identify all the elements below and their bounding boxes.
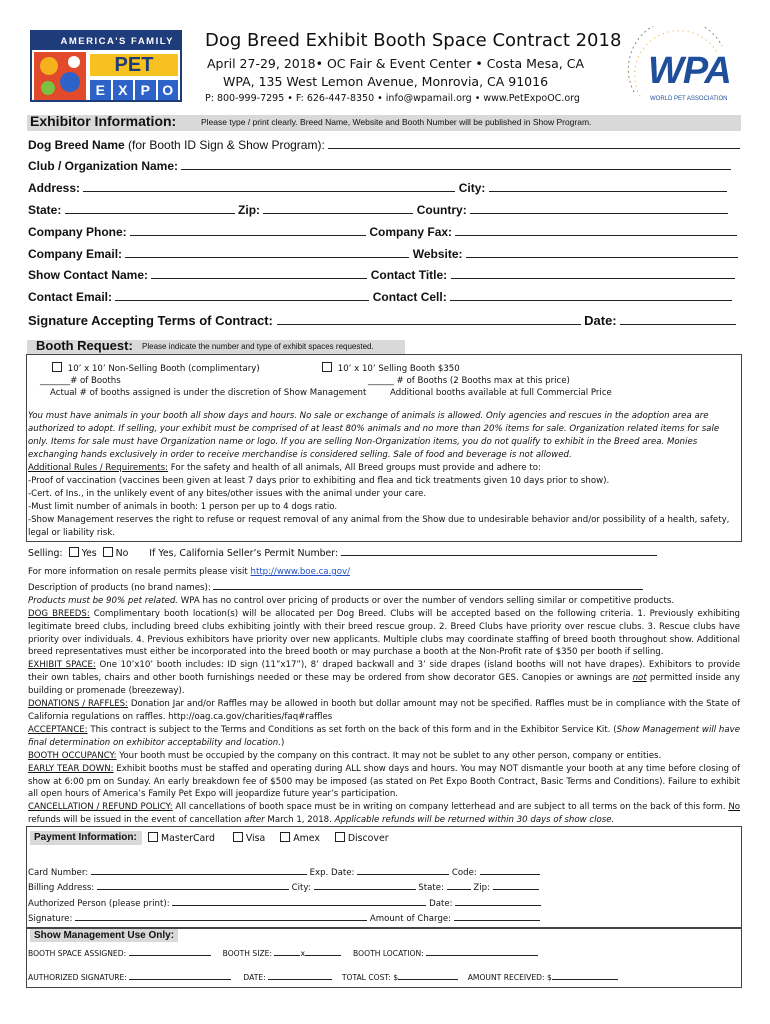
billing-city-label: City:: [291, 883, 311, 893]
selling-note: Additional booths available at full Commercial Price: [390, 388, 612, 398]
booth-heading: Booth Request:: [36, 338, 133, 353]
amount-received-line[interactable]: [552, 969, 618, 980]
fax-label: Company Fax:: [369, 225, 453, 239]
breed-name-field[interactable]: [28, 138, 740, 152]
card-type-options[interactable]: [148, 832, 389, 846]
exhibitor-heading: Exhibitor Information:: [30, 113, 177, 129]
zip-label: Zip:: [238, 203, 261, 217]
exp-line[interactable]: [357, 864, 449, 875]
products-row[interactable]: [28, 579, 740, 595]
payment-date-line[interactable]: [455, 895, 541, 906]
resale-info: For more information on resale permits please visit http://www.boe.ca.gov/: [28, 567, 351, 577]
additional-rules: [28, 462, 740, 539]
amex-label: Amex: [293, 833, 320, 844]
country-line[interactable]: [470, 203, 728, 214]
authorized-row[interactable]: [28, 895, 541, 911]
amount-line[interactable]: [454, 910, 540, 921]
contact-title-label: Contact Title:: [370, 268, 448, 282]
selling-count[interactable]: ______ # of Booths (2 Booths max at this price): [368, 376, 570, 386]
wpa-address: WPA, 135 West Lemon Avenue, Monrovia, CA 91016: [223, 74, 549, 89]
payment-date-label: Date:: [429, 899, 453, 909]
logo-expo-letter: X: [113, 80, 134, 100]
contact-email-field[interactable]: [28, 290, 732, 304]
rule-item: -Must limit number of animals in booth: 1 person per up to 4 dogs ratio.: [28, 501, 338, 512]
contract-title: Dog Breed Exhibit Booth Space Contract 2018: [205, 30, 622, 51]
booth-location-label: BOOTH LOCATION:: [353, 949, 424, 958]
rule-item: -Cert. of Ins., in the unlikely event of any bites/other issues with the animal under your care.: [28, 488, 427, 499]
contact-line: P: 800-999-7295 • F: 626-447-8350 • info@wpamail.org • www.PetExpoOC.org: [205, 93, 580, 104]
products-label: Description of products (no brand names):: [28, 582, 211, 593]
billing-line[interactable]: [97, 879, 289, 890]
selling-yes-label: Yes: [81, 548, 97, 559]
logo-expo-letter: O: [158, 80, 179, 100]
contact-email-line[interactable]: [115, 290, 369, 301]
payment-signature-label: Signature:: [28, 914, 73, 924]
wpa-logo: [622, 26, 744, 110]
breed-name-sub: (for Booth ID Sign & Show Program):: [124, 138, 325, 152]
non-selling-checkbox[interactable]: [52, 362, 62, 372]
city-line[interactable]: [489, 181, 727, 192]
non-selling-note: Actual # of booths assigned is under the discretion of Show Management: [50, 388, 367, 398]
wpa-letters: WPA: [648, 50, 731, 92]
boe-link[interactable]: http://www.boe.ca.gov/: [250, 567, 351, 577]
permit-label: If Yes, California Seller’s Permit Number:: [149, 548, 339, 559]
non-selling-count[interactable]: _______# of Booths: [40, 376, 121, 386]
discover-label: Discover: [347, 833, 389, 844]
authorized-label: Authorized Person (please print):: [28, 899, 170, 909]
booth-assigned-label: BOOTH SPACE ASSIGNED:: [28, 949, 127, 958]
billing-zip-label: Zip:: [473, 883, 491, 893]
state-field[interactable]: [28, 203, 728, 217]
phone-field[interactable]: [28, 225, 737, 239]
contact-name-label: Show Contact Name:: [28, 268, 149, 282]
animal-policy: You must have animals in your booth all show days and hours. No sale or exchange of animals is allowed. Only agencies and rescues in the adoption area are authorized to adopt. If selling, your exhibit must be comprised of at least 80% animals and no more than 20% items for sale. Organization related items for sale only. Items for sale must have Organization name or logo. If you are selling Non-Organization items, you do not qualify to exhibit in the Breed area. Monies exchanging hands exclusively in order to receive merchandise is considered selling. Sale of food and beverage is not allowed.: [28, 411, 720, 460]
non-selling-option[interactable]: [52, 362, 260, 376]
website-line[interactable]: [466, 247, 738, 258]
exp-label: Exp. Date:: [309, 868, 355, 878]
booth-size-line-b[interactable]: [305, 945, 341, 956]
billing-row[interactable]: [28, 879, 539, 895]
phone-label: Company Phone:: [28, 225, 127, 239]
state-line[interactable]: [65, 203, 235, 214]
office-heading: Show Management Use Only:: [34, 930, 175, 941]
total-cost-line[interactable]: [398, 969, 458, 980]
booth-location-line[interactable]: [426, 945, 538, 956]
selling-checkbox[interactable]: [322, 362, 332, 372]
logo-expo-letter: E: [90, 80, 111, 100]
non-selling-label: 10’ x 10’ Non-Selling Booth (complimentary): [67, 364, 260, 374]
amount-received-label: AMOUNT RECEIVED: $: [467, 973, 552, 982]
signature-date-line[interactable]: [620, 314, 736, 325]
exhibitor-note: Please type / print clearly. Breed Name, Website and Booth Number will be published in Show Program.: [201, 117, 592, 127]
office-row-1[interactable]: [28, 945, 538, 958]
email-line[interactable]: [125, 247, 409, 258]
payment-signature-row[interactable]: [28, 910, 540, 926]
authorized-line[interactable]: [172, 895, 426, 906]
exhibit-space-term: EXHIBIT SPACE: One 10’x10’ booth includes: ID sign (11”x17”), 8’ draped backwall and 3’ side drapes (island booths will not have drapes). Exhibitors to provide their own tables, chairs and other booth furnishings needed or these may be ordered from show decorator GES. Canopies or awnings are not permitted inside any building or promenade (breezeway).: [28, 660, 740, 697]
amex-checkbox[interactable]: [280, 832, 290, 842]
booth-size-line-a[interactable]: [274, 945, 300, 956]
permit-line[interactable]: [341, 545, 657, 556]
contact-name-line[interactable]: [151, 268, 367, 279]
selling-no-label: No: [115, 548, 129, 559]
amount-label: Amount of Charge:: [369, 914, 452, 924]
booth-note: Please indicate the number and type of exhibit spaces requested.: [142, 342, 374, 351]
country-label: Country:: [416, 203, 467, 217]
contact-name-field[interactable]: [28, 268, 735, 282]
booth-size-label: BOOTH SIZE:: [222, 949, 273, 958]
breed-name-line[interactable]: [328, 138, 740, 149]
address-line[interactable]: [83, 181, 455, 192]
contact-cell-label: Contact Cell:: [372, 290, 447, 304]
auth-signature-line[interactable]: [129, 969, 231, 980]
acceptance-term: ACCEPTANCE: This contract is subject to the Terms and Conditions as set forth on the back of this form and in the Exhibitor Service Kit. (Show Management will have final determination on exhibitor acceptability and location.): [28, 724, 740, 748]
code-label: Code:: [451, 868, 477, 878]
billing-state-line[interactable]: [447, 879, 471, 890]
payment-heading: Payment Information:: [34, 832, 137, 843]
selling-label: Selling:: [28, 548, 63, 559]
selling-yes-checkbox[interactable]: [69, 547, 79, 557]
contact-title-line[interactable]: [451, 268, 735, 279]
billing-state-label: State:: [418, 883, 444, 893]
email-field[interactable]: [28, 247, 738, 261]
early-tear-down-term: EARLY TEAR DOWN: Exhibit booths must be staffed and operating during ALL show days and hours. You may NOT dismantle your booth at any time before closing of show at 6:00 pm on Sunday. An early breakdown fee of $500 may be imposed (as stated on Pet Expo Booth Contract, Basic Terms and Conditions). Failure to exhibit all open hours of America’s Family Pet Expo will jeopardize future year’s participation.: [28, 763, 741, 800]
rules-heading: Additional Rules / Requirements:: [28, 463, 169, 473]
selling-no-checkbox[interactable]: [103, 547, 113, 557]
discover-checkbox[interactable]: [335, 832, 345, 842]
signature-field[interactable]: [28, 313, 736, 328]
club-label: Club / Organization Name:: [28, 159, 179, 173]
selling-option[interactable]: [322, 362, 460, 376]
office-date-label: DATE:: [243, 973, 266, 982]
state-label: State:: [28, 203, 62, 217]
office-date-line[interactable]: [268, 969, 332, 980]
address-label: Address:: [28, 181, 81, 195]
show-dates-venue: April 27-29, 2018• OC Fair & Event Center • Costa Mesa, CA: [207, 56, 584, 71]
pet-expo-logo: [30, 30, 182, 102]
phone-line[interactable]: [130, 225, 366, 236]
payment-signature-line[interactable]: [75, 910, 367, 921]
contact-cell-line[interactable]: [450, 290, 732, 301]
selling-booth-label: 10’ x 10’ Selling Booth $350: [337, 364, 460, 374]
card-number-label: Card Number:: [28, 868, 89, 878]
billing-zip-line[interactable]: [493, 879, 539, 890]
rules-intro: For the safety and health of all animals, All Breed groups must provide and adhere to:: [168, 463, 541, 473]
wpa-name: WORLD PET ASSOCIATION: [650, 96, 728, 102]
dog-breeds-term: DOG BREEDS: Complimentary booth location(s) will be allocated per Dog Breed. Clubs will be accepted based on the following criteria. 1. Previously exhibiting legitimate breed clubs, including breed clubs exhibiting jointly with their breed rescue group. 2. Breed Clubs have priority over rescue clubs. 3. Rescue clubs have priority over individuals. 4. Previous exhibitors have priority over new applicants. Multiple clubs may coordinate staffing of breed booth throughout show. Additional breed representatives must either be incorporated into the breed booth or may purchase a booth at the Non-Profit rate of $350 per booth if selling.: [28, 608, 740, 658]
fax-line[interactable]: [455, 225, 737, 236]
address-field[interactable]: [28, 181, 727, 195]
card-number-row[interactable]: [28, 864, 540, 880]
rule-item: -Proof of vaccination (vaccines been given at least 7 days prior to exhibiting and flea and tick treatments given 10 days prior to show).: [28, 475, 610, 486]
logo-top-band: AMERICA'S FAMILY: [32, 32, 180, 50]
signature-line[interactable]: [277, 314, 581, 325]
logo-pet-word: PET: [90, 54, 178, 76]
cancellation-term: CANCELLATION / REFUND POLICY: All cancellations of booth space must be in writing on company letterhead and are subject to all terms on the back of this form. No refunds will be issued in the event of cancellation after March 1, 2018. Applicable refunds will be returned within 30 days of show close.: [28, 802, 741, 826]
club-field[interactable]: [28, 159, 731, 173]
zip-line[interactable]: [263, 203, 413, 214]
visa-label: Visa: [245, 833, 266, 844]
visa-checkbox[interactable]: [233, 832, 243, 842]
terms-block: [28, 566, 740, 827]
website-label: Website:: [412, 247, 463, 261]
total-cost-label: TOTAL COST: $: [341, 973, 399, 982]
mastercard-label: MasterCard: [161, 833, 215, 844]
contact-email-label: Contact Email:: [28, 290, 113, 304]
signature-date-label: Date:: [584, 313, 617, 328]
donations-term: DONATIONS / RAFFLES: Donation Jar and/or Raffles may be allowed in booth but dollar amount may not be specified. Raffles must be in compliance with the State of California regulations on raffles. http://oag.ca.gov/charities/faq#raffles: [28, 699, 740, 722]
code-line[interactable]: [480, 864, 540, 875]
rule-item: -Show Management reserves the right to refuse or request removal of any animal from the Show due to undesirable behavior and/or possibility of a health, safety, legal or liability risk.: [28, 514, 730, 538]
breed-name-label: Dog Breed Name: [28, 138, 125, 152]
city-label: City:: [458, 181, 486, 195]
products-line[interactable]: [213, 579, 643, 590]
occupancy-term: BOOTH OCCUPANCY: Your booth must be occupied by the company on this contract. It may not be sublet to any other person, company or entities.: [28, 750, 662, 761]
billing-label: Billing Address:: [28, 883, 95, 893]
booth-assigned-line[interactable]: [129, 945, 211, 956]
pet-related-disclaimer: Products must be 90% pet related. WPA has no control over pricing of products or over the number of vendors selling similar or competitive products.: [28, 595, 675, 606]
billing-city-line[interactable]: [314, 879, 416, 890]
email-label: Company Email:: [28, 247, 123, 261]
logo-expo-letter: P: [135, 80, 156, 100]
club-line[interactable]: [181, 159, 731, 170]
mastercard-checkbox[interactable]: [148, 832, 158, 842]
signature-label: Signature Accepting Terms of Contract:: [28, 313, 273, 328]
selling-row[interactable]: [28, 545, 657, 561]
auth-signature-label: AUTHORIZED SIGNATURE:: [28, 973, 127, 982]
card-number-line[interactable]: [91, 864, 307, 875]
logo-expo-row: [90, 80, 178, 100]
booth-size-x: x: [300, 949, 305, 958]
logo-animal-art: [34, 52, 86, 100]
office-row-2[interactable]: [28, 969, 618, 982]
